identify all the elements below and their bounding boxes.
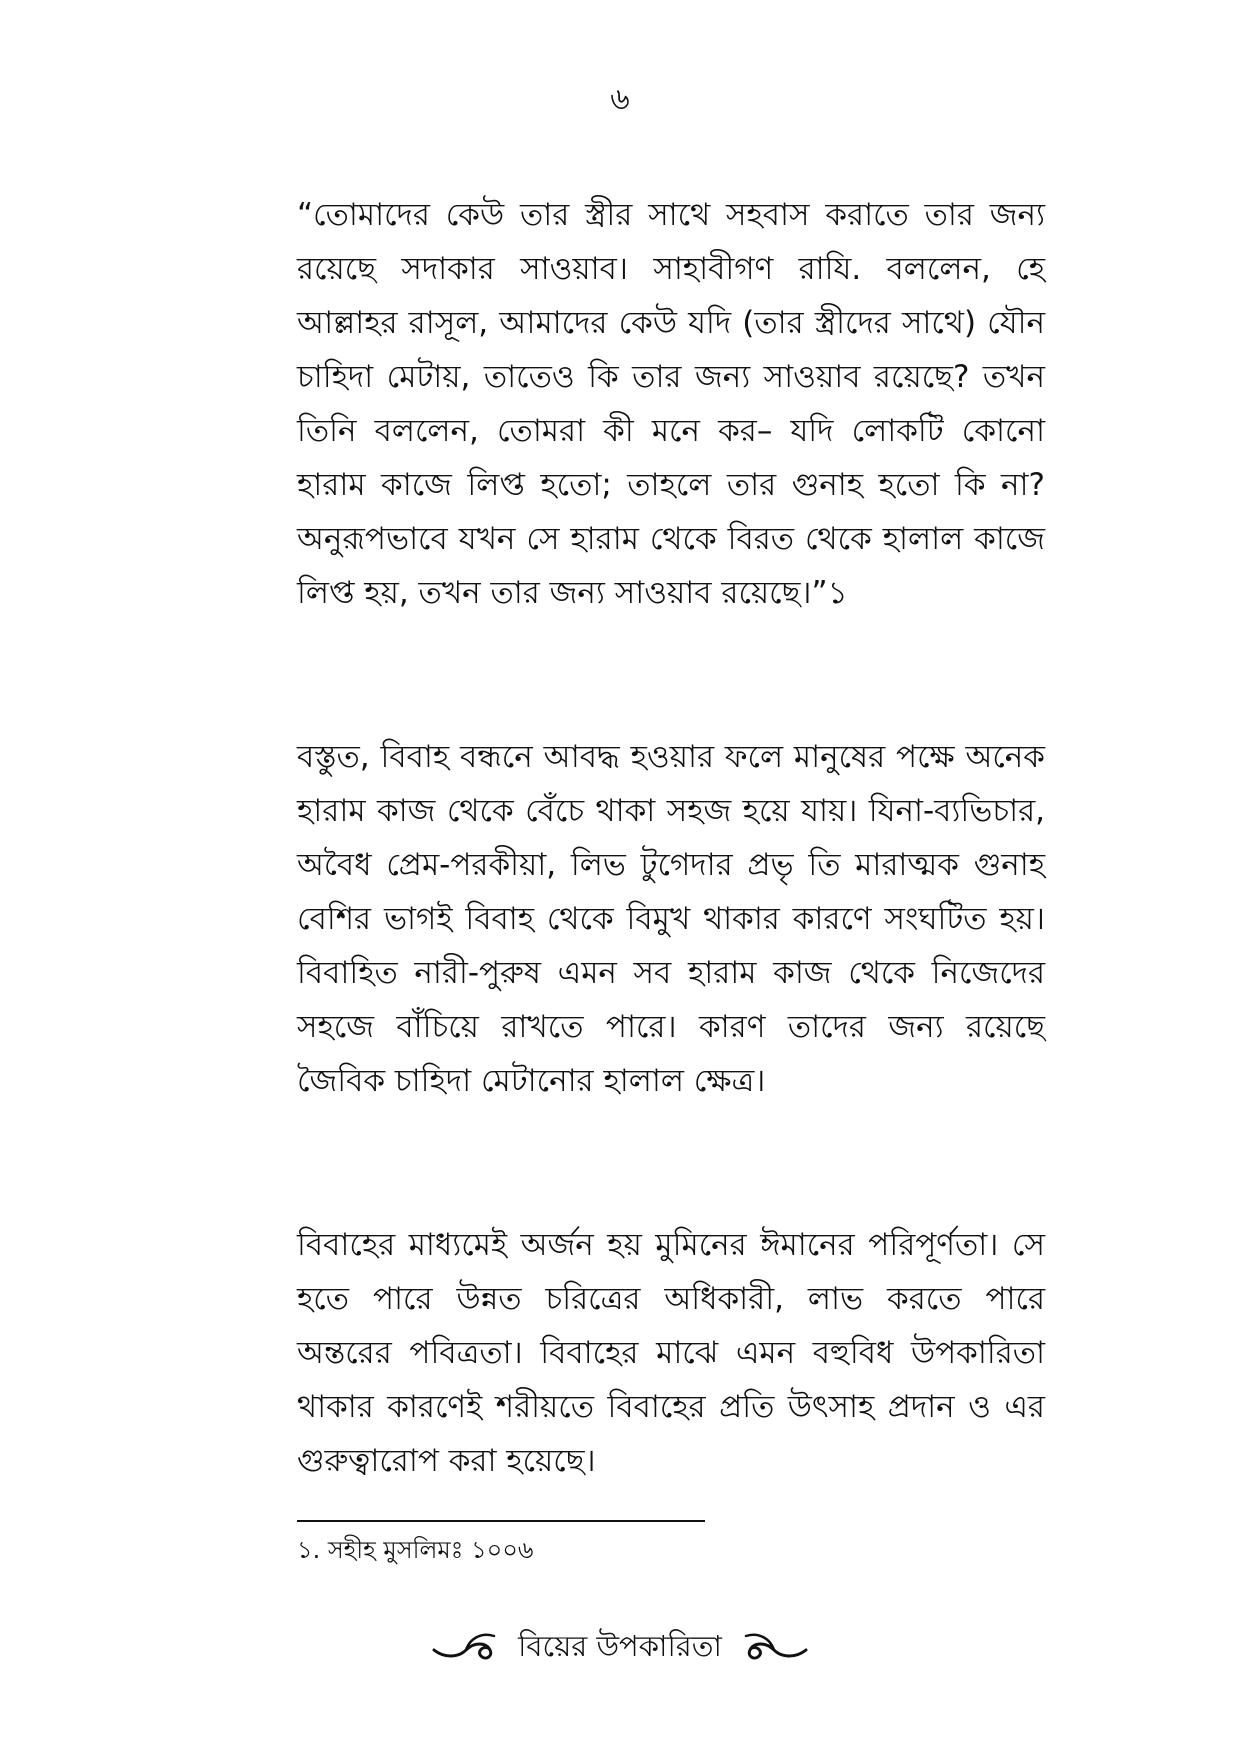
- page-number: ৬: [610, 82, 630, 117]
- body-paragraph-1: “তোমাদের কেউ তার স্ত্রীর সাথে সহবাস করাতে তার জন্য রয়েছে সদাকার সাওয়াব। সাহাবীগণ রাযি. বললেন, হে আল্লাহর রাসূল, আমাদের কেউ যদি (তার স্ত্রীদের সাথে) যৌন চাহিদা মেটায়, তাতেও কি তার জন্য সাওয়াব রয়েছে? তখন তিনি বললেন, তোমরা কী মনে কর– যদি লোকটি কোনো হারাম কাজে লিপ্ত হতো; তাহলে তার গুনাহ হতো কি না? অনুরূপভাবে যখন সে হারাম থেকে বিরত থেকে হালাল কাজে লিপ্ত হয়, তখন তার জন্য সাওয়াব রয়েছে।”১: [297, 197, 1045, 611]
- right-flourish-ornament-icon: [740, 1628, 810, 1664]
- body-paragraph-2: বস্তুত, বিবাহ বন্ধনে আবদ্ধ হওয়ার ফলে মানুষের পক্ষে অনেক হারাম কাজ থেকে বেঁচে থাকা সহজ হয়ে যায়। যিনা-ব্যভিচার, অবৈধ প্রেম-পরকীয়া, লিভ টুগেদার প্রভৃ তি মারাত্মক গুনাহ বেশির ভাগই বিবাহ থেকে বিমুখ থাকার কারণে সংঘটিত হয়। বিবাহিত নারী-পুরুষ এমন সব হারাম কাজ থেকে নিজেদের সহজে বাঁচিয়ে রাখতে পারে। কারণ তাদের জন্য রয়েছে জৈবিক চাহিদা মেটানোর হালাল ক্ষেত্র।: [297, 739, 1045, 1099]
- left-flourish-ornament-icon: [430, 1628, 500, 1664]
- footnote-divider: [297, 1520, 705, 1522]
- running-footer: [0, 1618, 1240, 1674]
- body-paragraph-3: বিবাহের মাধ্যমেই অর্জন হয় মুমিনের ঈমানের পরিপূর্ণতা। সে হতে পারে উন্নত চরিত্রের অধিকারী, লাভ করতে পারে অন্তরের পবিত্রতা। বিবাহের মাঝে এমন বহুবিধ উপকারিতা থাকার কারণেই শরীয়তে বিবাহের প্রতি উৎসাহ প্রদান ও এর গুরুত্বারোপ করা হয়েছে।: [297, 1227, 1045, 1479]
- footnote: ১. সহীহ মুসলিমঃ ১০০৬: [297, 1536, 534, 1564]
- book-title: বিয়ের উপকারিতা: [518, 1629, 722, 1663]
